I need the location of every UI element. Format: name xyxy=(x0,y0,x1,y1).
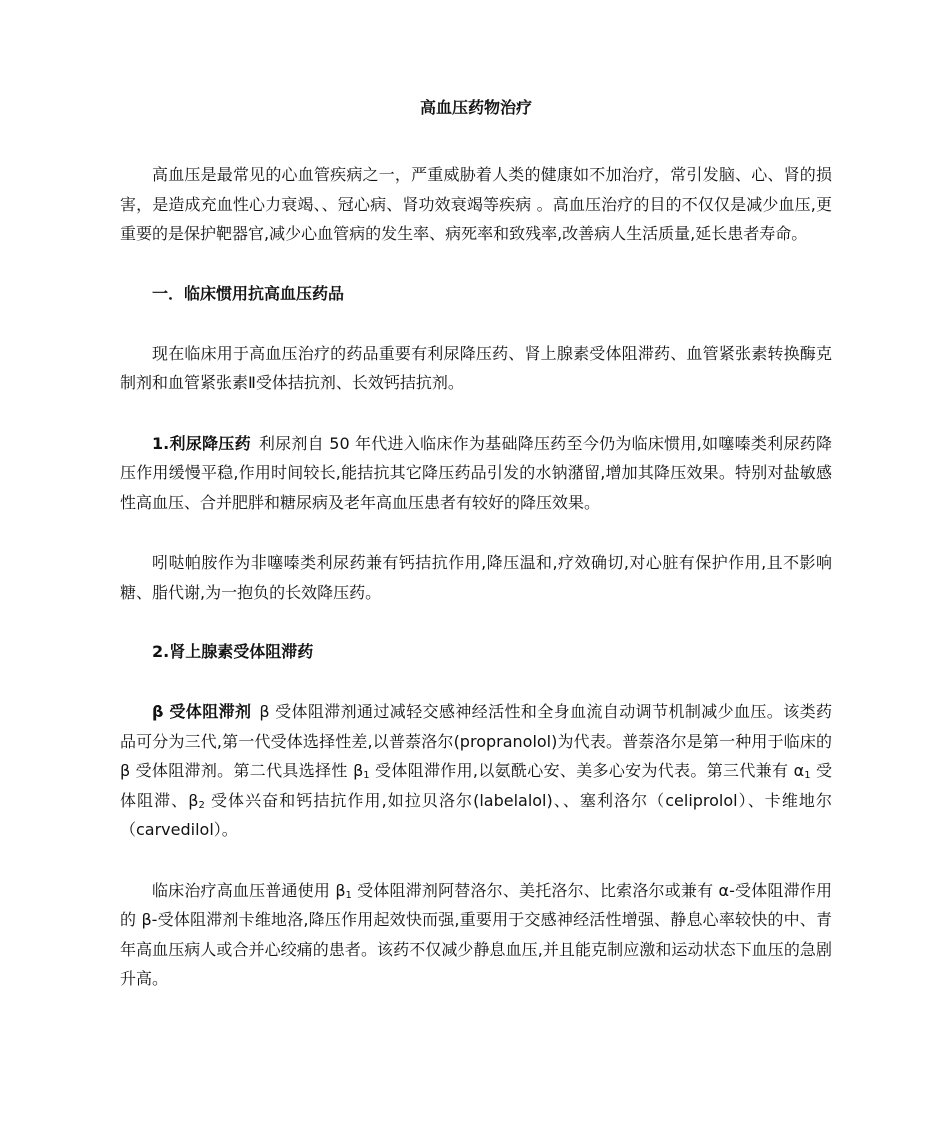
beta-subscript-1: 1 xyxy=(363,770,370,781)
beta-blocker-lead: β 受体阻滞剂 xyxy=(152,702,252,721)
section-1-heading: 一．临床惯用抗高血压药品 xyxy=(152,283,345,303)
clinical-treatment-paragraph xyxy=(120,876,832,994)
section-1-intro-paragraph: 现在临床用于高血压治疗的药品重要有利尿降压药、肾上腺素受体阻滞药、血管紧张素转换酶克制剂和血管紧张素Ⅱ受体拮抗剂、长效钙拮抗剂。 xyxy=(120,343,832,392)
intro-paragraph: 高血压是最常见的心血管疾病之一，严重威胁着人类的健康如不加治疗，常引发脑、心、肾的损害，是造成充血性心力衰竭、、冠心病、肾功效衰竭等疾病 。高血压治疗的目的不仅仅是减少血压,更重要的是保护靶器官,减少心血管病的发生率、病死率和致残率,改善病人生活质量,延长患者寿命。 xyxy=(120,165,832,243)
clinical-text-2: 受体阻滞剂阿替洛尔、美托洛尔、比索洛尔或兼有 α-受体阻滞作用的 β-受体阻滞剂卡维地洛,降压作用起效快而强,重要用于交感神经活性增强、静息心率较快的中、青年高血压病人或合并心绞痛的患者。该药不仅减少静息血压,并且能克制应激和运动状态下血压的急剧升高。 xyxy=(120,880,832,988)
beta-blocker-paragraph xyxy=(120,697,832,845)
diuretic-paragraph xyxy=(120,429,832,518)
diuretic-text: 利尿剂自 50 年代进入临床作为基础降压药至今仍为临床惯用,如噻嗪类利尿药降压作用缓慢平稳,作用时间较长,能拮抗其它降压药品引发的水钠潴留,增加其降压效果。特别对盐敏感性高血压、合并肥胖和糖尿病及老年高血压患者有较好的降压效果。 xyxy=(120,433,832,512)
section-2-heading: 2.肾上腺素受体阻滞药 xyxy=(152,642,314,661)
document-page xyxy=(120,94,832,994)
diuretic-lead: 1.利尿降压药 xyxy=(152,433,251,453)
clinical-text-1: 临床治疗高血压普通使用 β xyxy=(152,880,346,900)
document-title: 高血压药物治疗 xyxy=(419,98,532,117)
beta-subscript-2: 2 xyxy=(198,799,205,811)
indapamide-paragraph: 吲哒帕胺作为非噻嗪类利尿药兼有钙拮抗作用,降压温和,疗效确切,对心脏有保护作用,且不影响糖、脂代谢,为一抱负的长效降压药。 xyxy=(120,553,832,602)
beta-text-1: β 受体阻滞剂通过减轻交感神经活性和全身血流自动调节机制减少血压。该类药品可分为三代,第一代受体选择性差,以普萘洛尔(propranolol)为代表。普萘洛尔是第一种用于临床的 β 受体阻滞剂。第二代具选择性 β xyxy=(120,702,832,780)
beta-text-3: 受体阻滞、β xyxy=(120,761,832,810)
clinical-subscript: 1 xyxy=(345,889,352,901)
beta-text-4: 受体兴奋和钙拮抗作用,如拉贝洛尔(labelalol)、、塞利洛尔（celiprolol）、卡维地尔（carvedilol）。 xyxy=(120,790,832,839)
alpha-subscript-1: 1 xyxy=(804,770,811,781)
beta-text-2: 受体阻滞作用,以氨酰心安、美多心安为代表。第三代兼有 α xyxy=(369,761,805,780)
